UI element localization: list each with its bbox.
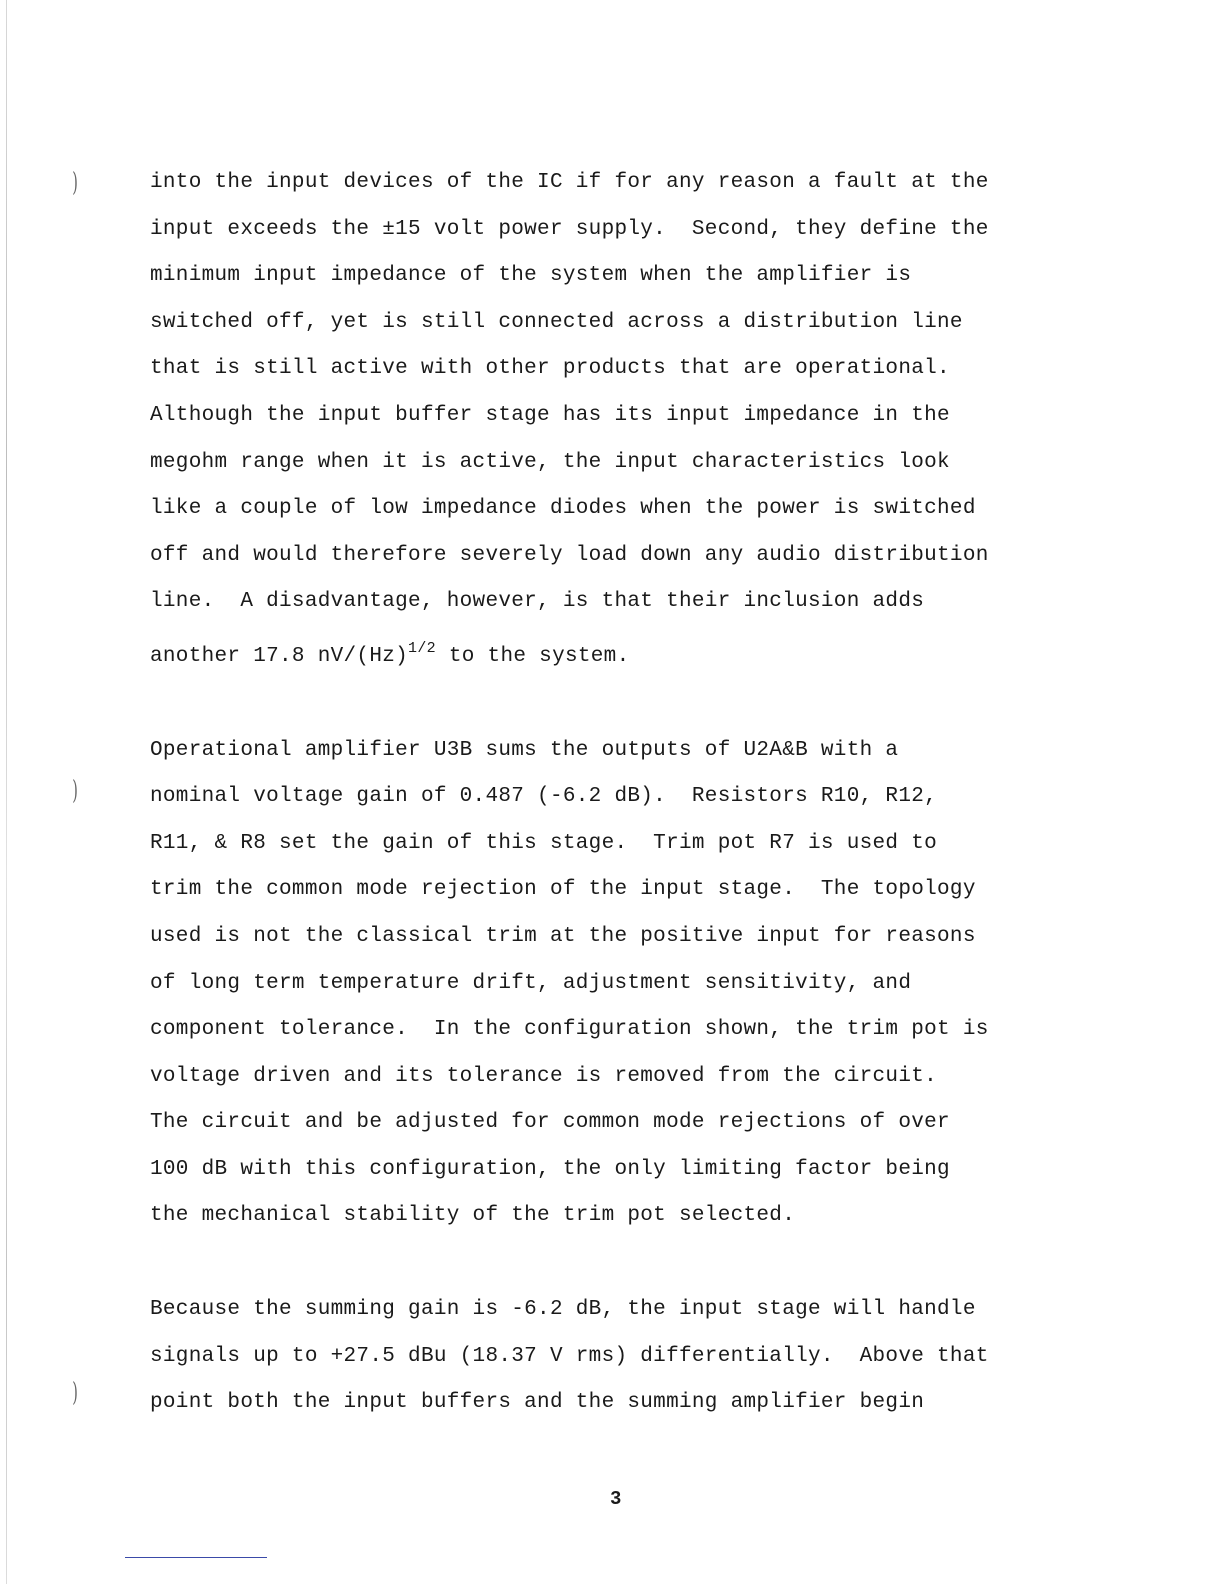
text-line: off and would therefore severely load down any audio distribution <box>150 543 989 567</box>
paragraph-summing-amplifier <box>150 728 1110 1241</box>
footer-rule <box>125 1557 267 1558</box>
text-line: the mechanical stability of the trim pot selected. <box>150 1204 796 1228</box>
binder-hole-mark: ) <box>72 776 78 806</box>
text-line: nominal voltage gain of 0.487 (-6.2 dB). Resistors R10, R12, <box>150 785 938 809</box>
binder-hole-mark: ) <box>72 1378 78 1408</box>
text-line: megohm range when it is active, the input characteristics look <box>150 450 950 474</box>
superscript-exponent: 1/2 <box>408 639 436 657</box>
line-ending-text: to the system. <box>435 644 630 668</box>
text-line: Because the summing gain is -6.2 dB, the input stage will handle <box>150 1298 976 1322</box>
text-line: used is not the classical trim at the positive input for reasons <box>150 924 976 948</box>
text-line: minimum input impedance of the system when the amplifier is <box>150 264 912 288</box>
document-body <box>150 160 1110 1474</box>
text-line: 100 dB with this configuration, the only limiting factor being <box>150 1157 950 1181</box>
binder-hole-mark: ) <box>72 168 78 198</box>
text-line: signals up to +27.5 dBu (18.37 V rms) differentially. Above that <box>150 1344 989 1368</box>
text-line: line. A disadvantage, however, is that their inclusion adds <box>150 590 925 614</box>
text-line: The circuit and be adjusted for common mode rejections of over <box>150 1111 950 1135</box>
text-line: into the input devices of the IC if for any reason a fault at the <box>150 171 989 194</box>
text-line: voltage driven and its tolerance is removed from the circuit. <box>150 1064 938 1088</box>
text-line: trim the common mode rejection of the input stage. The topology <box>150 878 976 902</box>
paragraph-headroom <box>150 1287 1110 1427</box>
text-line: of long term temperature drift, adjustment sensitivity, and <box>150 971 912 995</box>
text-line: input exceeds the ±15 volt power supply. Second, they define the <box>150 217 989 241</box>
text-line: component tolerance. In the configuration shown, the trim pot is <box>150 1018 989 1042</box>
scan-edge-line <box>6 0 7 1584</box>
text-line: Operational amplifier U3B sums the outputs of U2A&B with a <box>150 738 899 762</box>
paragraph-input-protection <box>150 160 1110 681</box>
text-line: Although the input buffer stage has its input impedance in the <box>150 403 950 427</box>
text-line: point both the input buffers and the summing amplifier begin <box>150 1391 925 1415</box>
noise-density-text: another 17.8 nV/(Hz) <box>150 644 409 668</box>
text-line-with-superscript <box>150 626 1110 681</box>
text-line: switched off, yet is still connected across a distribution line <box>150 310 963 334</box>
text-line: R11, & R8 set the gain of this stage. Trim pot R7 is used to <box>150 831 938 855</box>
text-line: that is still active with other products that are operational. <box>150 357 950 381</box>
page-number: 3 <box>610 1488 622 1510</box>
text-line: like a couple of low impedance diodes when the power is switched <box>150 497 976 521</box>
